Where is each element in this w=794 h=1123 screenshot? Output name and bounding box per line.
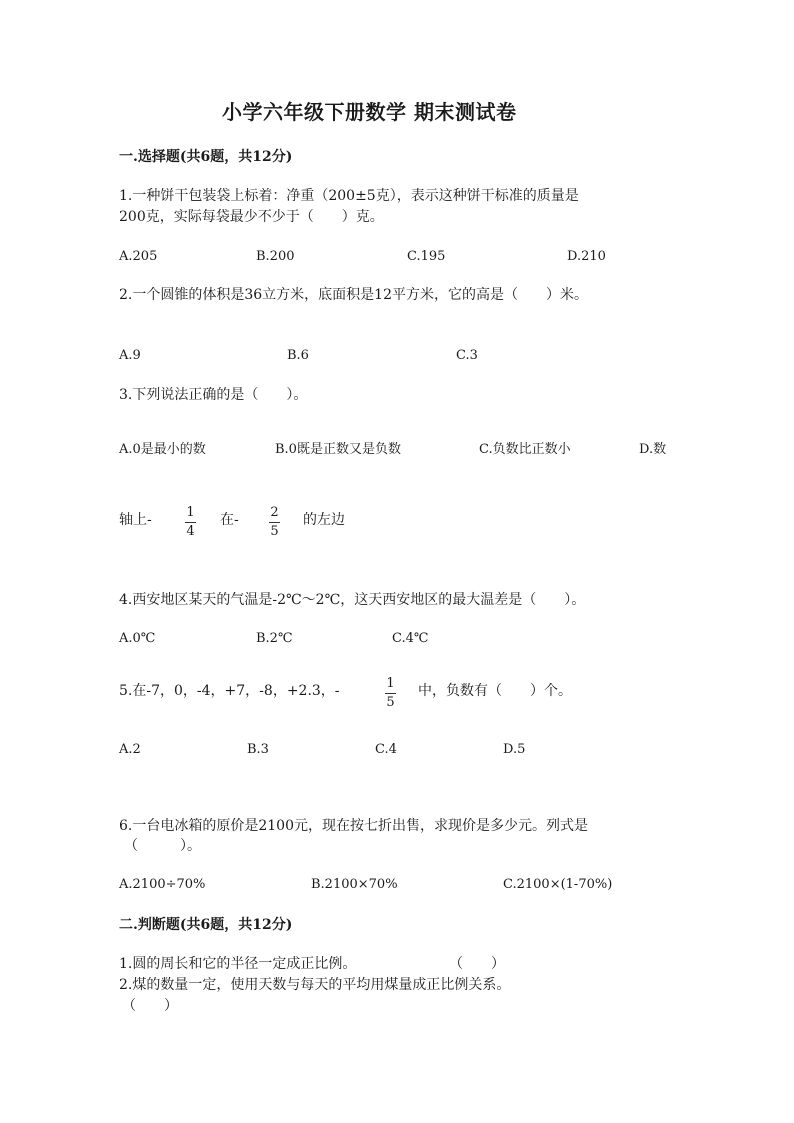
q1-option-c[interactable]: C.195	[407, 249, 446, 264]
q4-option-a[interactable]: A.0℃	[119, 631, 156, 646]
fraction-numerator: 1	[186, 505, 195, 520]
q1-option-a[interactable]: A.205	[119, 249, 158, 264]
q3-option-d-cont-mid: 在-	[220, 512, 239, 528]
q3-fraction-1	[185, 506, 196, 539]
q6-text-line2: （ ）。	[124, 838, 201, 854]
judge-q2-text: 2.煤的数量一定，使用天数与每天的平均用煤量成正比例关系。	[119, 977, 511, 993]
q5-option-b[interactable]: B.3	[247, 742, 269, 757]
q3-option-d[interactable]: D.数	[639, 442, 667, 457]
q3-option-b[interactable]: B.0既是正数又是负数	[275, 442, 401, 457]
q3-text: 3.下列说法正确的是（ ）。	[119, 387, 308, 403]
q5-fraction	[385, 677, 396, 710]
q5-text-suffix: 中，负数有（ ）个。	[418, 683, 572, 699]
q1-text-line2: 200克，实际每袋最少不少于（ ）克。	[119, 209, 384, 225]
section1-heading: 一.选择题(共6题，共12分)	[119, 149, 293, 165]
fraction-numerator: 1	[386, 676, 395, 691]
q6-option-a[interactable]: A.2100÷70%	[119, 877, 206, 892]
fraction-bar	[385, 693, 396, 694]
fraction-denominator: 5	[386, 695, 395, 710]
fraction-denominator: 5	[270, 524, 279, 539]
q1-option-d[interactable]: D.210	[567, 249, 606, 264]
judge-q1-answer-blank[interactable]: （ ）	[449, 956, 505, 972]
q1-text-line1: 1.一种饼干包装袋上标着：净重（200±5克），表示这种饼干标准的质量是	[119, 188, 579, 204]
q6-text-line1: 6.一台电冰箱的原价是2100元，现在按七折出售，求现价是多少元。列式是	[119, 818, 588, 834]
q6-option-b[interactable]: B.2100×70%	[311, 877, 398, 892]
q3-option-d-cont-suffix: 的左边	[303, 512, 345, 528]
fraction-bar	[185, 522, 196, 523]
q2-option-a[interactable]: A.9	[119, 348, 141, 363]
q3-fraction-2	[269, 506, 280, 539]
q1-option-b[interactable]: B.200	[256, 249, 295, 264]
q5-text-prefix: 5.在-7，0，-4，+7，-8，+2.3，-	[119, 683, 340, 699]
page-title: 小学六年级下册数学 期末测试卷	[222, 100, 517, 124]
q3-option-a[interactable]: A.0是最小的数	[119, 442, 206, 457]
q4-option-b[interactable]: B.2℃	[256, 631, 293, 646]
q2-option-c[interactable]: C.3	[456, 348, 478, 363]
fraction-bar	[269, 522, 280, 523]
q5-option-a[interactable]: A.2	[119, 742, 141, 757]
q5-option-c[interactable]: C.4	[375, 742, 397, 757]
q3-option-c[interactable]: C.负数比正数小	[479, 442, 571, 457]
q4-option-c[interactable]: C.4℃	[392, 631, 429, 646]
judge-q1-text: 1.圆的周长和它的半径一定成正比例。	[119, 956, 357, 972]
q4-text: 4.西安地区某天的气温是-2℃～2℃，这天西安地区的最大温差是（ ）。	[119, 592, 586, 608]
judge-q2-answer-blank[interactable]: （ ）	[122, 998, 178, 1014]
q2-option-b[interactable]: B.6	[287, 348, 309, 363]
q2-text: 2.一个圆锥的体积是36立方米，底面积是12平方米，它的高是（ ）米。	[119, 287, 588, 303]
q6-option-c[interactable]: C.2100×(1-70%)	[503, 877, 613, 892]
fraction-numerator: 2	[270, 505, 279, 520]
q5-option-d[interactable]: D.5	[503, 742, 526, 757]
fraction-denominator: 4	[186, 524, 195, 539]
q3-option-d-cont-prefix: 轴上-	[119, 512, 152, 528]
section2-heading: 二.判断题(共6题，共12分)	[119, 917, 293, 933]
